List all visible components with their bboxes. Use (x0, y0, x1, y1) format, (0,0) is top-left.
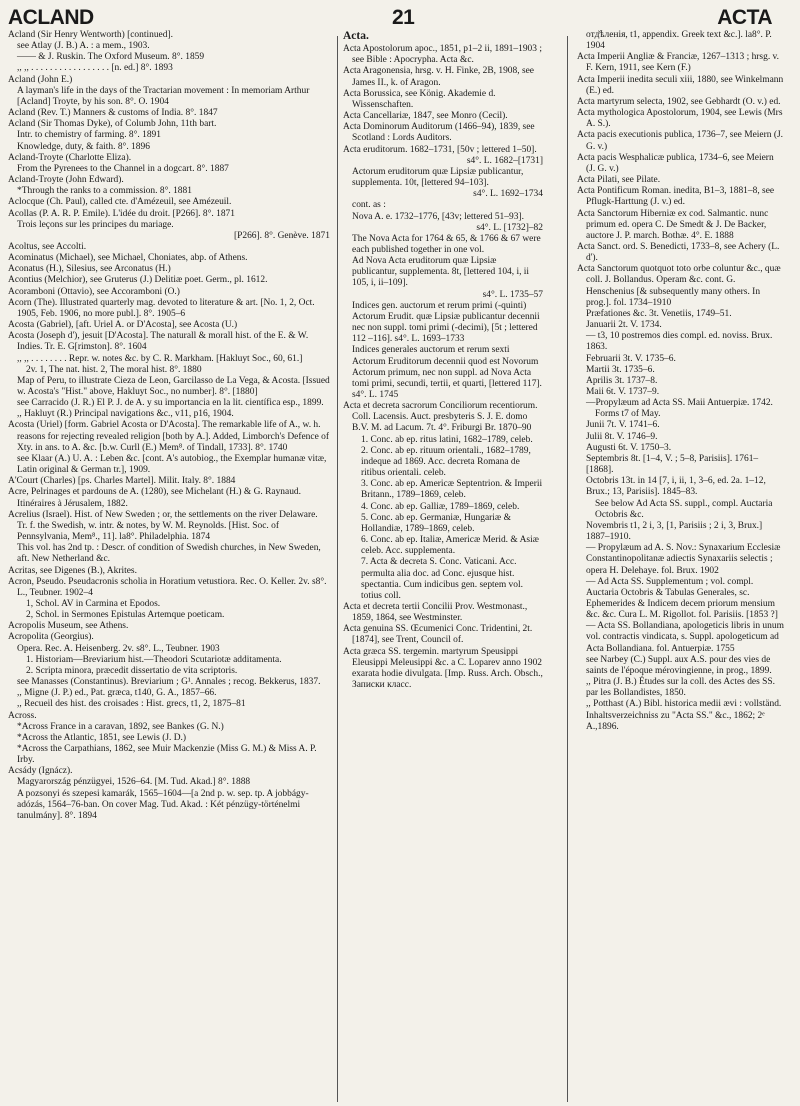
catalogue-entry: see Carracido (J. R.) El P. J. de A. y su importancia en la lit. científica esp., 1899. (17, 398, 324, 409)
catalogue-entry: Acosta (Gabriel), [aft. Uriel A. or D'Acosta], see Acosta (U.) (8, 320, 238, 331)
catalogue-entry: Acta martyrum selecta, 1902, see Gebhardt (O. v.) ed. (577, 96, 781, 107)
catalogue-entry: Acta eruditorum. 1682–1731, [50v ; lettered 1–50]. (343, 144, 537, 155)
header-right-guideword: ACTA (717, 6, 772, 29)
catalogue-entry: ,, Pitra (J. B.) Études sur la coll. des Actes des SS. par les Bollandistes, 1850. (586, 677, 775, 699)
catalogue-entry: see Manasses (Constantinus). Breviarium ; G¹. Annales ; recog. Bekkerus, 1837. (17, 677, 321, 688)
catalogue-entry: 3. Conc. ab ep. Americæ Septentrion. & Imperii Britann., 1789–1869, celeb. (361, 479, 543, 501)
catalogue-entry: Acland (Rev. T.) Manners & customs of India. 8°. 1847 (8, 108, 218, 119)
catalogue-entry: — Acta SS. Bollandiana, apologeticis libris in unum vol. contractis vindicata, s. Suppl. apologeticum ad Acta Bollandiana. fol. Antuerpiæ. 1755 (586, 621, 784, 654)
catalogue-entry: Acta genuina SS. Œcumenici Conc. Tridentini, 2t. [1874], see Trent, Council of. (343, 624, 533, 646)
column-rule-1 (337, 36, 338, 1102)
catalogue-entry: Nova A. e. 1732–1776, [43v; lettered 51–93]. (352, 211, 524, 222)
catalogue-entry: Acosta (Uriel) [form. Gabriel Acosta or D'Acosta]. The remarkable life of A., w. h. reasons for rejecting revealed religion [both by A.]. Added, Limborch's Defence of Xty. in ans. to A. &c. [b.w. Curll (E.) Mem⁸. of Tindall, 1733]. 8°. 1740 (8, 420, 329, 453)
catalogue-entry: Acsády (Ignácz). (8, 766, 73, 777)
catalogue-entry: Acta Sanct. ord. S. Benedicti, 1733–8, see Achery (L. d'). (577, 241, 780, 264)
catalogue-entry: see Narbey (C.) Suppl. aux A.S. pour des vies de saints de l'époque mérovingienne, in prog., 1899. (586, 654, 772, 676)
catalogue-entry: ,, ,, . . . . . . . . . . . . . . . . . [n. ed.] 8°. 1893 (17, 63, 173, 74)
catalogue-entry: Acominatus (Michael), see Michael, Choniates, abp. of Athens. (8, 253, 248, 264)
catalogue-entry: Forms t7 of May. (595, 409, 661, 420)
catalogue-entry: 6. Conc. ab ep. Italiæ, Americæ Merid. & Asiæ celeb. Acc. supplementa. (361, 535, 539, 557)
catalogue-entry: — Ad Acta SS. Supplementum ; vol. compl. Auctaria Octobris & Tabulas Generales, sc. Ephemerides & Indicem decem priorum mensium &c. &c. Cura L. M. Rigollot. fol. Parisiis. [1853 ?] (586, 576, 778, 621)
catalogue-entry: Novembris t1, 2 i, 3, [1, Parisiis ; 2 i, 3, Brux.] 1887–1910. (586, 520, 763, 543)
catalogue-entry: Acland-Troyte (Charlotte Eliza). (8, 152, 132, 163)
catalogue-entry: A layman's life in the days of the Tractarian movement : In memoriam Arthur [Acland] Troyte, by his son. 8°. O. 1904 (17, 85, 310, 107)
catalogue-entry: Martii 3t. 1735–6. (586, 364, 655, 375)
catalogue-entry: Acontius (Melchior), see Gruterus (J.) Delitiæ poet. Germ., pl. 1612. (8, 275, 268, 286)
catalogue-entry: *Through the ranks to a commission. 8°. 1881 (17, 186, 192, 197)
catalogue-entry: Acta Sanctorum quotquot toto orbe coluntur &c., quæ coll. J. Bollandus. Operam &c. cont. G. Henschenius [& subsequently many others. In prog.]. fol. 1734–1910 (577, 264, 781, 308)
catalogue-entry: —Propylæum ad Acta SS. Maii Antuerpiæ. 1742. (586, 398, 773, 409)
header-left-guideword: ACLAND (8, 6, 94, 29)
catalogue-entry: — t3, 10 postremos dies compl. ed. noviss. Brux. 1863. (586, 331, 773, 353)
catalogue-entry: Julii 8t. V. 1746–9. (586, 431, 658, 442)
column-1 (8, 30, 330, 822)
catalogue-entry: *Across the Carpathians, 1862, see Muir Mackenzie (Miss G. M.) & Miss A. P. Irby. (17, 744, 317, 766)
catalogue-entry: Acta Pilati, see Pilate. (577, 175, 661, 186)
catalogue-entry: — Propylæum ad A. S. Nov.: Synaxarium Ecclesiæ Constantinopolitanæ adiectis Synaxariis selectis ; opera H. Delehaye. fol. Brux. 1902 (586, 543, 781, 576)
catalogue-entry: see Klaar (A.) U. A. : Leben &c. [cont. A's autobiog., the Exemplar humanæ vitæ, Latin original & German tr.], 1909. (17, 453, 327, 476)
catalogue-entry: A pozsonyi és szepesi kamarák, 1565–1604—[a 2nd p. w. sep. tp. A jobbágy-adózás, 1564–76-ban. On cover Mag. Tud. Akad. : Két pénzügy-történelmi tanulmány]. 8°. 1894 (17, 788, 309, 821)
column-3 (577, 30, 784, 733)
catalogue-entry: ,, Migne (J. P.) ed., Pat. græca, t140, G. A., 1857–66. (17, 688, 217, 699)
catalogue-entry: Acta mythologica Apostolorum, 1904, see Lewis (Mrs A. S.). (577, 108, 783, 130)
catalogue-entry: Opera. Rec. A. Heisenberg. 2v. s8°. L., Teubner. 1903 (17, 643, 220, 654)
section-heading: Acta. (343, 30, 369, 42)
catalogue-entry: Februarii 3t. V. 1735–6. (586, 353, 676, 364)
catalogue-entry: 1. Conc. ab ep. ritus latini, 1682–1789, celeb. (361, 434, 533, 445)
catalogue-entry: Augusti 6t. V. 1750–3. (586, 442, 672, 453)
catalogue-entry: Indices generales auctorum et rerum sexti Actorum Eruditorum decennii quod est Novorum Actorum primum, nec non suppl. ad Nova Acta tomi primi, secundi, tertii, et quarti, [lettered 117]. s4°. L. 1745 (352, 345, 542, 400)
catalogue-entry: cont. as : (352, 200, 386, 211)
catalogue-entry: Trois leçons sur les principes du mariage. (17, 219, 174, 230)
catalogue-entry: Acorn (The). Illustrated quarterly mag. devoted to literature & art. [No. 1, 2, Oct. 1905, Feb. 1906, no more publ.]. 8°. 1905–6 (8, 297, 315, 319)
page-number: 21 (392, 6, 415, 29)
catalogue-entry: Aprilis 3t. 1737–8. (586, 375, 658, 386)
catalogue-entry: 4. Conc. ab ep. Galliæ, 1789–1869, celeb. (361, 501, 520, 512)
catalogue-entry: Acta Imperii Angliæ & Franciæ, 1267–1313 ; hrsg. v. F. Kern, 1911, see Kern (F.) (577, 52, 780, 74)
catalogue-entry: Acollas (P. A. R. P. Emile). L'idée du droit. [P266]. 8°. 1871 (8, 208, 235, 219)
catalogue-entry: This vol. has 2nd tp. : Descr. of condition of Swedish churches, in New Sweden, aft. New Netherland &c. (17, 543, 321, 565)
catalogue-entry: ,, Potthast (A.) Bibl. historica medii ævi : vollständ. Inhaltsverzeichniss zu "Acta SS." &c., 1862; 2ᵉ A.,1896. (586, 699, 782, 732)
catalogue-entry: Intr. to chemistry of farming. 8°. 1891 (17, 130, 161, 141)
catalogue-entry: Octobris 13t. in 14 [7, i, ii, 1, 3–6, ed. 2a. 1–12, Brux.; 13, Parisiis]. 1845–83. (586, 476, 766, 498)
catalogue-entry: Acrelius (Israel). Hist. of New Sweden ; or, the settlements on the river Delaware. Tr. f. the Swedish, w. intr. & notes, by W. M. Reynolds. [Hist. Soc. of Pennsylvania, Mem⁸., 11]. la8°. Philadelphia. 1874 (8, 509, 318, 543)
catalogue-entry: s4°. L. 1682–[1731] (466, 155, 543, 166)
catalogue-entry: Acland-Troyte (John Edward). (8, 175, 124, 186)
column-2 (343, 30, 543, 691)
catalogue-entry: Actorum eruditorum quæ Lipsiæ publicantur, supplementa. 10t, [lettered 94–103]. (352, 166, 524, 189)
catalogue-entry: ,, Recueil des hist. des croisades : Hist. grecs, t1, 2, 1875–81 (17, 699, 246, 710)
catalogue-entry: 2, Schol. in Sermones Epistulas Artemque poeticam. (26, 610, 225, 621)
catalogue-entry: 2. Conc. ab ep. rituum orientali., 1682–1789, indeque ad 1869. Acc. decreta Romana de ritibus orientali. celeb. (361, 445, 531, 479)
catalogue-entry: 2v. 1, The nat. hist. 2, The moral hist. 8°. 1880 (26, 364, 202, 375)
catalogue-entry: 1, Schol. AV in Carmina et Epodos. (26, 598, 161, 609)
catalogue-entry: 1. Historiam—Breviarium hist.—Theodori Scutariotæ additamenta. (26, 654, 282, 665)
catalogue-entry: ,, Hakluyt (R.) Principal navigations &c., v11, p16, 1904. (17, 409, 234, 420)
catalogue-entry: Maii 6t. V. 1737–9. (586, 387, 660, 397)
catalogue-entry: Acoltus, see Accolti. (8, 241, 87, 252)
catalogue-entry: Acta pacis executionis publica, 1736–7, see Meiern (J. G. v.) (577, 130, 783, 152)
catalogue-entry: Aconatus (H.), Silesius, see Arconatus (H.) (8, 264, 171, 275)
catalogue-entry: Septembris 8t. [1–4, V. ; 5–8, Parisiis]. 1761–[1868]. (586, 453, 759, 476)
catalogue-entry: Acre, Pelrinages et pardouns de A. (1280), see Michelant (H.) & G. Raynaud. Itinéraires à Jérusalem, 1882. (8, 487, 302, 509)
catalogue-entry: 7. Acta & decreta S. Conc. Vaticani. Acc. permulta alia doc. ad Conc. ejusque hist. spectantia. Cum indicibus gen. septem vol. totius coll. (361, 557, 523, 601)
catalogue-entry: 5. Conc. ab ep. Germaniæ, Hungariæ & Hollandiæ, 1789–1869, celeb. (361, 512, 511, 534)
catalogue-entry: Across. (8, 710, 37, 721)
catalogue-entry: s4°. L. 1692–1734 (473, 189, 543, 200)
catalogue-entry: Acropolita (Georgius). (8, 632, 94, 643)
catalogue-entry: Acta Apostolorum apoc., 1851, p1–2 ii, 1891–1903 ; see Bible : Apocrypha. Acta &c. (343, 44, 542, 66)
catalogue-entry: Acta Imperii inedita seculi xiii, 1880, see Winkelmann (E.) ed. (577, 74, 784, 96)
catalogue-entry: Junii 7t. V. 1741–6. (586, 420, 660, 431)
column-rule-2 (567, 36, 568, 1102)
catalogue-entry: see Atlay (J. B.) A. : a mem., 1903. (17, 41, 150, 52)
catalogue-entry: Knowledge, duty, & faith. 8°. 1896 (17, 141, 150, 152)
catalogue-entry: Acta et decreta tertii Concilii Prov. Westmonast., 1859, 1864, see Westminster. (343, 601, 528, 624)
catalogue-entry: Acta græca SS. tergemin. martyrum Speusippi Eleusippi Meleusippi &c. a C. Loparev anno 1902 exarata hodie divulgata. [Imp. Russ. Arch. Obsch., Записки класс. (343, 646, 543, 691)
catalogue-entry: ,, ,, . . . . . . . . Repr. w. notes &c. by C. R. Markham. [Hakluyt Soc., 60, 61.] (17, 353, 303, 364)
catalogue-entry: s4°. L. 1735–57 (482, 289, 543, 300)
catalogue-entry: Map of Peru, to illustrate Cieza de Leon, Garcilasso de La Vega, & Acosta. [Issued w. Acosta's "Hist." above, Hakluyt Soc., no number]. 8°. [1880] (17, 375, 330, 397)
catalogue-entry: *Across France in a caravan, 1892, see Bankes (G. N.) (17, 721, 224, 732)
catalogue-entry: *Across the Atlantic, 1851, see Lewis (J. D.) (17, 732, 187, 743)
catalogue-entry: 2. Scripta minora, præcedit dissertatio de vita scriptoris. (26, 665, 238, 676)
catalogue-entry: Acron, Pseudo. Pseudacronis scholia in Horatium vetustiora. Rec. O. Keller. 2v. s8°. L., Teubner. 1902–4 (8, 576, 327, 598)
catalogue-entry: Acta pacis Wesphalicæ publica, 1734–6, see Meiern (J. G. v.) (577, 152, 774, 174)
catalogue-entry: Acta Pontificum Roman. inedita, B1–3, 1881–8, see Pflugk-Harttung (J. v.) ed. (577, 186, 775, 208)
catalogue-entry: Aclocque (Ch. Paul), called cte. d'Amézeuil, see Amézeuil. (8, 197, 232, 208)
catalogue-entry: Acta Sanctorum Hiberniæ ex cod. Salmantic. nunc primum ed. opera C. De Smedt & J. De Backer, auctore J. P. march. Bothæ. 4°. E. 1888 (577, 208, 769, 241)
catalogue-entry: [P266]. 8°. Genève. 1871 (233, 230, 330, 241)
catalogue-entry: Acland (Sir Thomas Dyke), of Columb John, 11th bart. (8, 119, 217, 130)
catalogue-entry: Acta et decreta sacrorum Conciliorum recentiorum. Coll. Lacensis. Auct. presbyteris S. J. E. domo B.V. M. ad Lacum. 7t. 4°. Friburgi Br. 1870–90 (343, 401, 538, 434)
catalogue-entry: Magyarország pénzügyei, 1526–64. [M. Tud. Akad.] 8°. 1888 (17, 777, 251, 788)
catalogue-entry: See below Ad Acta SS. suppl., compl. Auctaria Octobris &c. (595, 498, 773, 520)
catalogue-entry: —— & J. Ruskin. The Oxford Museum. 8°. 1859 (17, 52, 205, 63)
catalogue-entry: Acta Dominorum Auditorum (1466–94), 1839, see Scotland : Lords Auditors. (343, 122, 535, 144)
catalogue-entry: Acropolis Museum, see Athens. (8, 621, 129, 632)
catalogue-entry: Præfationes &c. 3t. Venetiis, 1749–51. (586, 308, 732, 319)
catalogue-entry: Januarii 2t. V. 1734. (586, 320, 662, 331)
catalogue-entry: Acland (Sir Henry Wentworth) [continued]. (8, 30, 173, 40)
catalogue-entry: s4°. L. [1732]–82 (476, 222, 543, 233)
catalogue-entry: Indices gen. auctorum et rerum primi (-quinti) Actorum Erudit. quæ Lipsiæ publicantur decennii nec non suppl. tomi primi (-decimi), [5t ; lettered 112 –116]. s4°. L. 1693–1733 (352, 300, 540, 345)
catalogue-entry: Acta Borussica, see König. Akademie d. Wissenschaften. (343, 88, 496, 110)
catalogue-entry: Acosta (Joseph d'), jesuit [D'Acosta]. The naturall & morall hist. of the E. & W. Indies. Tr. E. G[rimston]. 8°. 1604 (8, 331, 309, 353)
catalogue-entry: Acritas, see Digenes (B.), Akrites. (8, 565, 137, 576)
catalogue-entry: Acland (John E.) (8, 74, 73, 85)
catalogue-entry: A'Court (Charles) [ps. Charles Martel]. Milit. Italy. 8°. 1884 (8, 476, 236, 487)
catalogue-entry: отд̆ѣленія, t1, appendix. Greek text &c.]. la8°. P. 1904 (586, 30, 772, 52)
catalogue-entry: Acta Cancellariæ, 1847, see Monro (Cecil). (343, 111, 508, 122)
catalogue-entry: From the Pyrenees to the Channel in a dogcart. 8°. 1887 (17, 163, 229, 174)
catalogue-entry: Ad Nova Acta eruditorum quæ Lipsiæ publicantur, supplementa. 8t, [lettered 104, i, ii 105, i, ii–109]. (352, 256, 530, 289)
catalogue-entry: Acta Aragonensia, hrsg. v. H. Finke, 2B, 1908, see James II., k. of Aragon. (343, 66, 534, 88)
catalogue-entry: Acoramboni (Ottavio), see Accoramboni (O.) (8, 286, 180, 297)
catalogue-entry: The Nova Acta for 1764 & 65, & 1766 & 67 were each published together in one vol. (352, 233, 541, 255)
